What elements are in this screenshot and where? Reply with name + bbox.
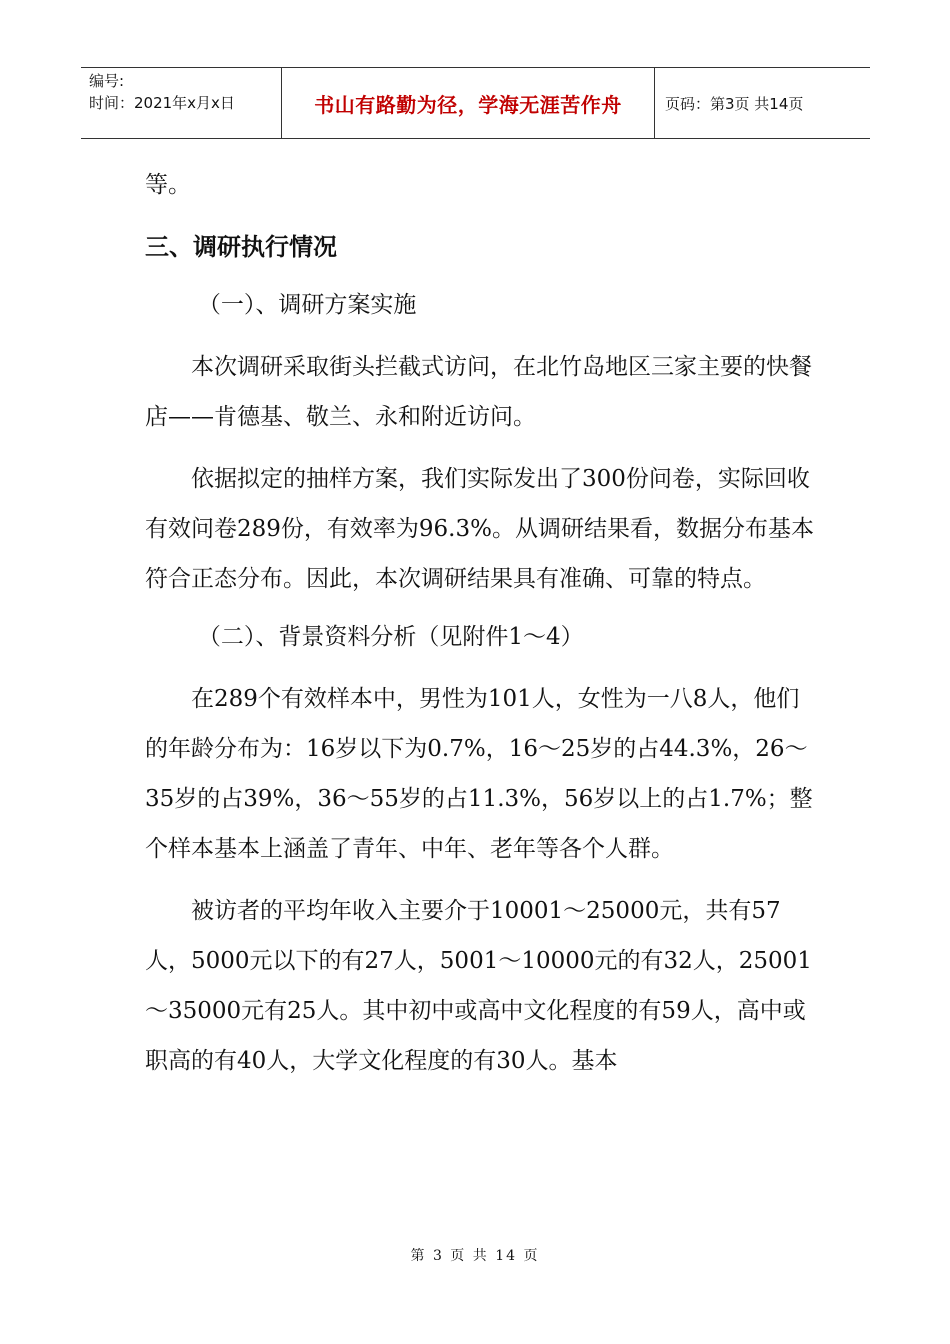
section-title: 三、调研执行情况 [145,233,337,261]
page-code-text: 页码：第3页 共14页 [665,94,804,113]
header-motto [281,68,655,138]
subheading-1: （一）、调研方案实施 [197,292,417,318]
paragraph-4: 被访者的平均年收入主要介于10001～25000元，共有57人，5000元以下的有27人，5001～10000元的有32人，25001～35000元有25人。其中初中或高中文化程度的有59人，高中或职高的有40人，大学文化程度的有30人。基本 [145,898,812,1074]
paragraph-1: 本次调研采取街头拦截式访问，在北竹岛地区三家主要的快餐店——肯德基、敬兰、永和附近访问。 [145,354,812,430]
subheading-2: （二）、背景资料分析（见附件1～4） [197,624,584,650]
motto-text: 书山有路勤为径，学海无涯苦作舟 [314,92,622,117]
paragraph-2: 依据拟定的抽样方案，我们实际发出了300份问卷，实际回收有效问卷289份，有效率为96.3%。从调研结果看，数据分布基本符合正态分布。因此，本次调研结果具有准确、可靠的特点。 [145,466,814,592]
doc-number-label: 编号: [89,72,125,90]
footer-page-number: 第 3 页 共 14 页 [410,1248,540,1264]
header-meta [81,68,281,138]
document-body [145,160,815,1086]
page-header [81,67,870,139]
paragraph-3: 在289个有效样本中，男性为101人，女性为一八8人，他们的年龄分布为：16岁以下为0.7%，16～25岁的占44.3%，26～35岁的占39%，36～55岁的占11.3%，56岁以上的占1.7%；整个样本基本上涵盖了青年、中年、老年等各个人群。 [145,686,813,862]
doc-time-label: 时间：2021年x月x日 [89,94,235,112]
page-footer [0,1245,950,1265]
header-page-code [655,68,870,138]
paragraph-continuation: 等。 [145,172,191,198]
